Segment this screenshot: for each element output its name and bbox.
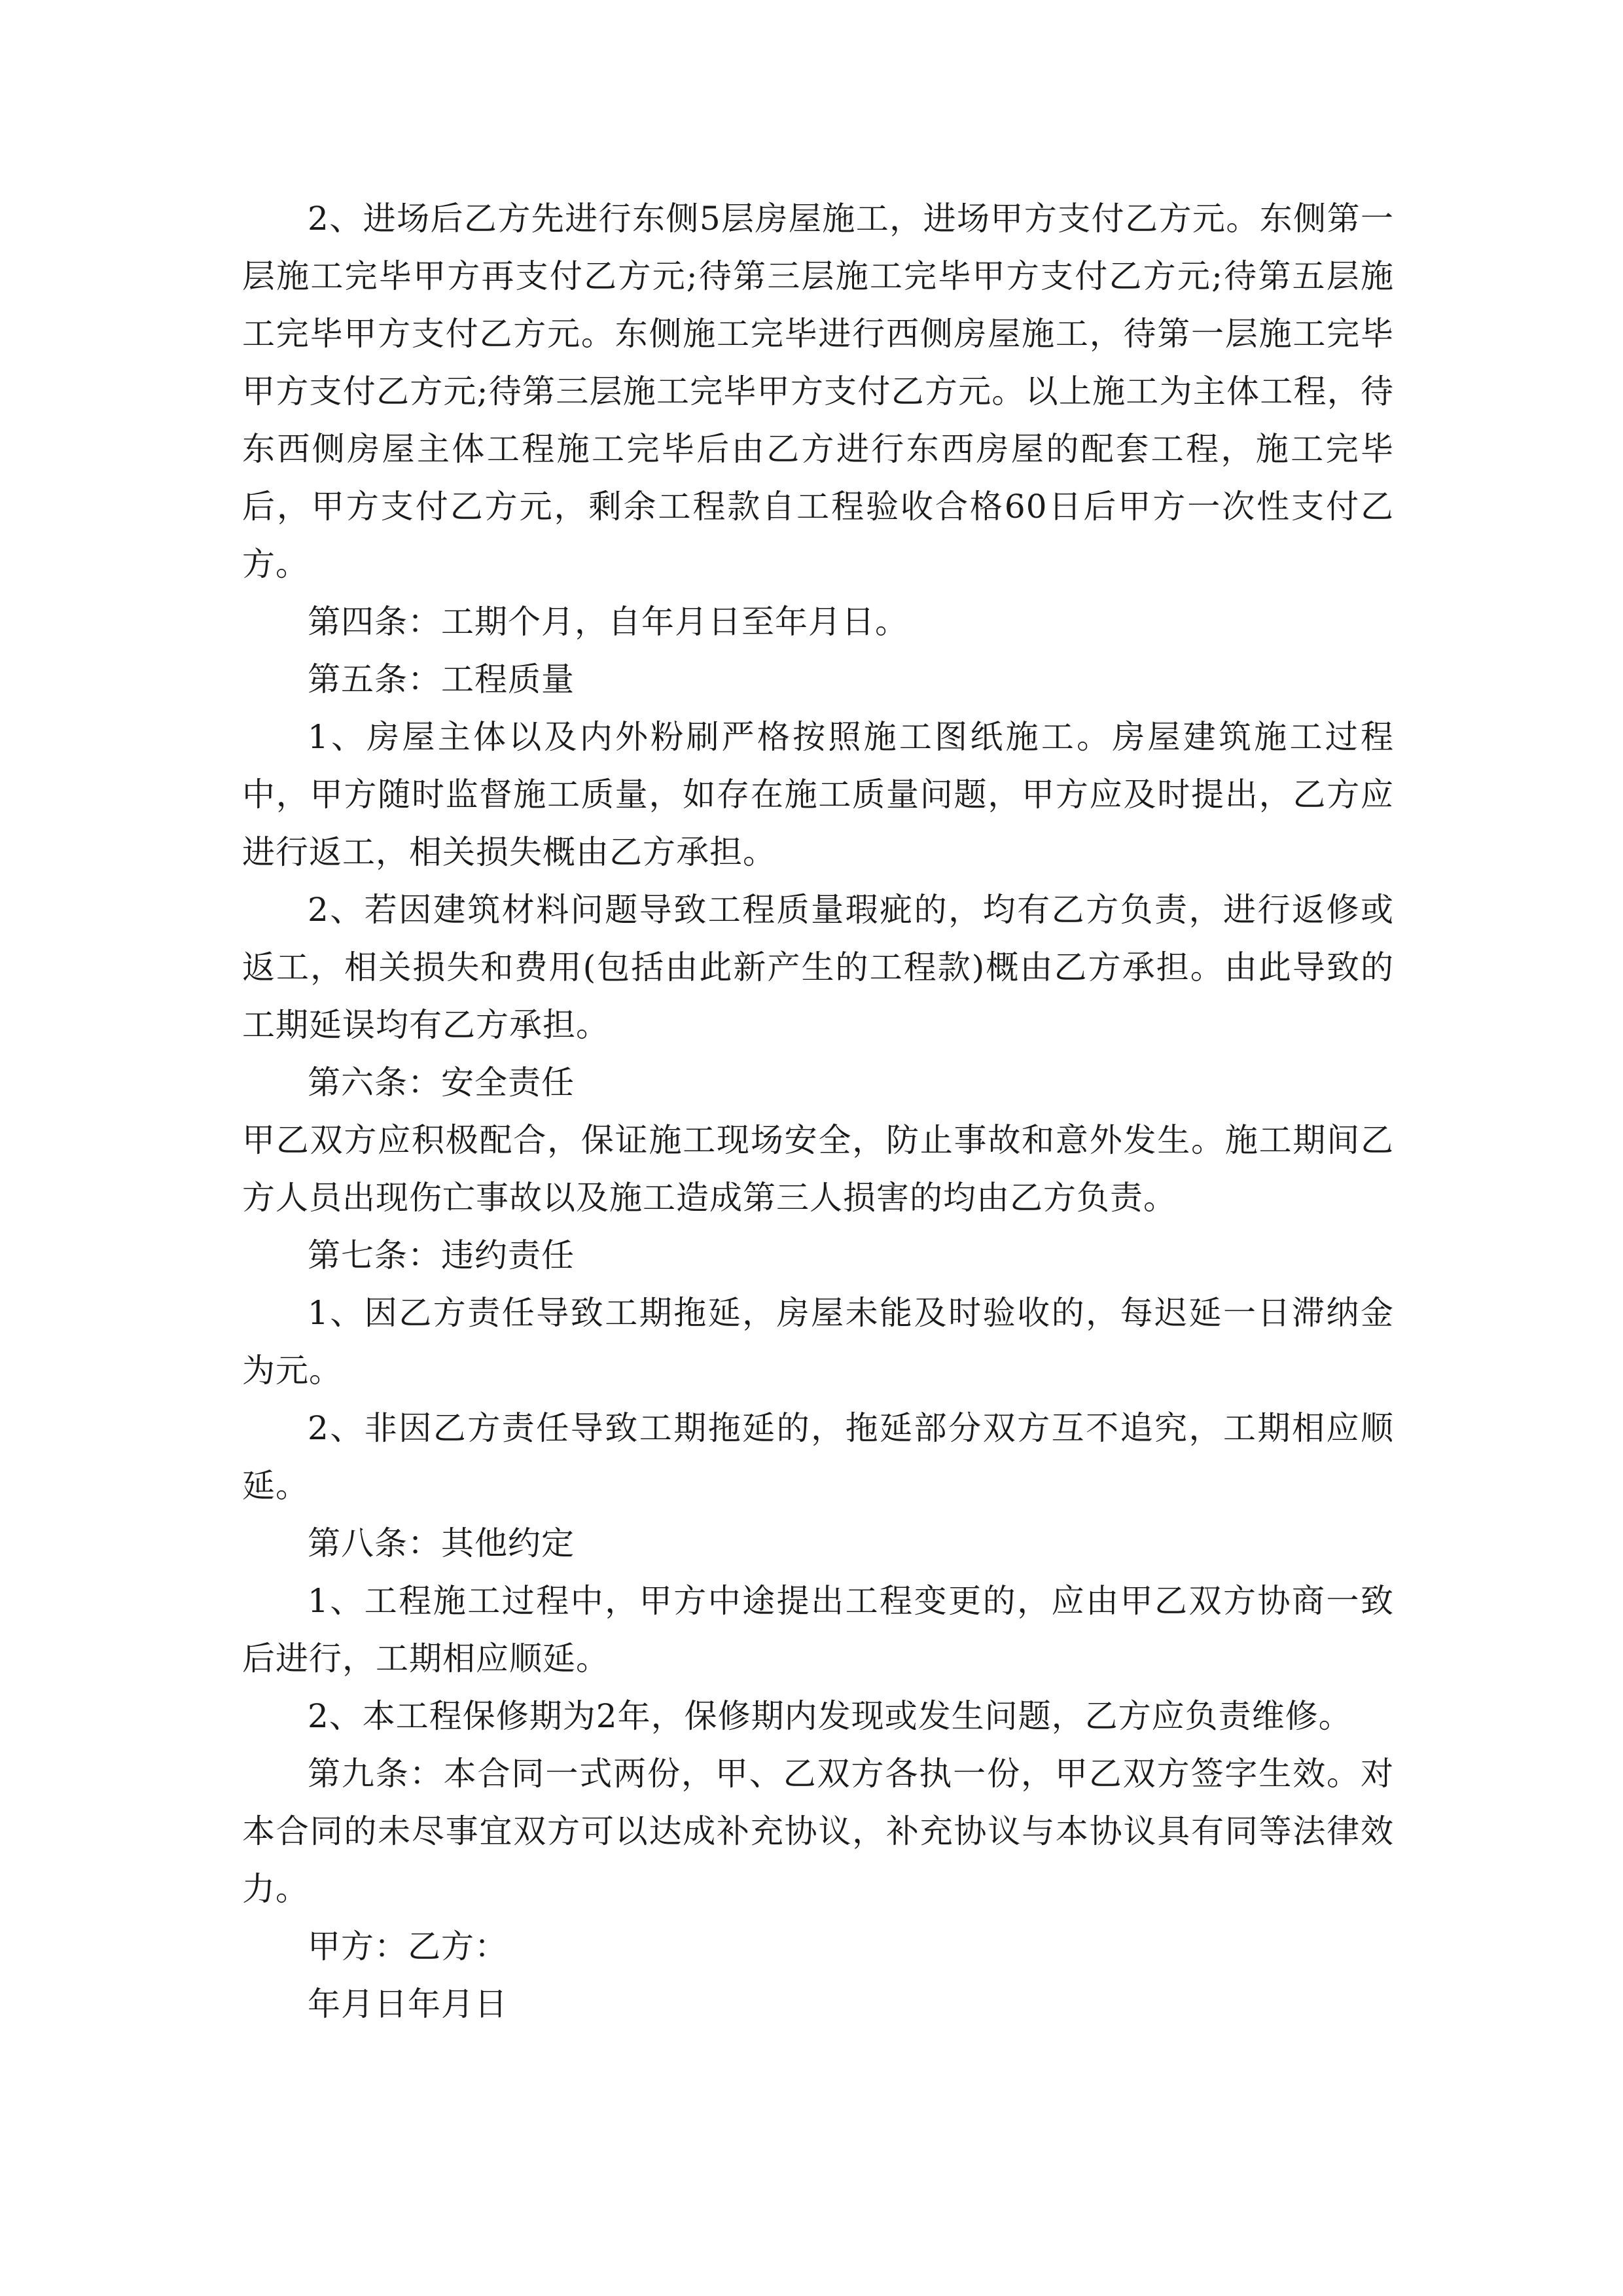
article-9-body: 第九条：本合同一式两份，甲、乙双方各执一份，甲乙双方签字生效。对本合同的未尽事宜双方可以达成补充协议，补充协议与本协议具有同等法律效力。: [242, 1755, 1394, 1908]
signature-parties: 甲方：乙方：: [308, 1928, 508, 1965]
article-5-item-1: 1、房屋主体以及内外粉刷严格按照施工图纸施工。房屋建筑施工过程中，甲方随时监督施工质量，如存在施工质量问题，甲方应及时提出，乙方应进行返工，相关损失概由乙方承担。: [242, 718, 1394, 871]
article-6-body: 甲乙双方应积极配合，保证施工现场安全，防止事故和意外发生。施工期间乙方人员出现伤亡事故以及施工造成第三人损害的均由乙方负责。: [242, 1121, 1394, 1217]
article-8-heading: 第八条：其他约定: [308, 1524, 575, 1562]
article-7-heading: 第七条：违约责任: [308, 1236, 575, 1274]
document-page: [242, 190, 1394, 2033]
clause-3-item-2-payment-schedule: 2、进场后乙方先进行东侧5层房屋施工，进场甲方支付乙方元。东侧第一层施工完毕甲方再支付乙方元;待第三层施工完毕甲方支付乙方元;待第五层施工完毕甲方支付乙方元。东侧施工完毕进行西侧房屋施工，待第一层施工完毕甲方支付乙方元;待第三层施工完毕甲方支付乙方元。以上施工为主体工程，待东西侧房屋主体工程施工完毕后由乙方进行东西房屋的配套工程，施工完毕后，甲方支付乙方元，剩余工程款自工程验收合格60日后甲方一次性支付乙方。: [242, 200, 1394, 583]
signature-dates: 年月日年月日: [308, 1985, 508, 2023]
article-5-item-2: 2、若因建筑材料问题导致工程质量瑕疵的，均有乙方负责，进行返修或返工，相关损失和费用(包括由此新产生的工程款)概由乙方承担。由此导致的工期延误均有乙方承担。: [242, 891, 1394, 1044]
article-7-item-2: 2、非因乙方责任导致工期拖延的，拖延部分双方互不追究，工期相应顺延。: [242, 1409, 1394, 1505]
article-5-heading: 第五条：工程质量: [308, 660, 575, 698]
article-8-item-2: 2、本工程保修期为2年，保修期内发现或发生问题，乙方应负责维修。: [308, 1697, 1352, 1735]
article-8-item-1: 1、工程施工过程中，甲方中途提出工程变更的，应由甲乙双方协商一致后进行，工期相应顺延。: [242, 1582, 1394, 1677]
article-7-item-1: 1、因乙方责任导致工期拖延，房屋未能及时验收的，每迟延一日滞纳金为元。: [242, 1294, 1394, 1390]
article-6-heading: 第六条：安全责任: [308, 1064, 575, 1102]
article-4-duration: 第四条：工期个月，自年月日至年月日。: [308, 603, 908, 641]
